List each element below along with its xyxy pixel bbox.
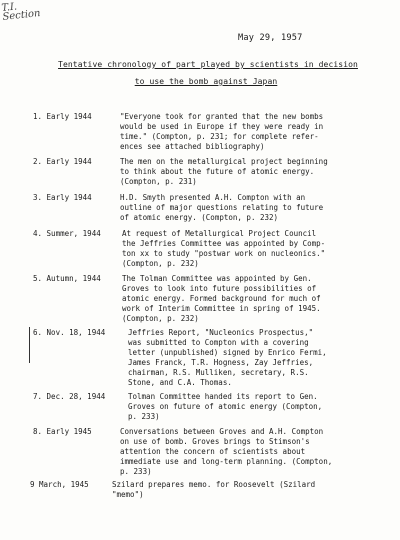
document-title-line-1: Tentative chronology of part played by scientists in decision xyxy=(58,60,358,69)
entry-text: "Everyone took for granted that the new bombs would be used in Europe if they were ready in time." (Compton, p. 231; for complete refer- ences see attached bibliography) xyxy=(120,112,324,151)
document-date: May 29, 1957 xyxy=(238,33,303,43)
entry-text: H.D. Smyth presented A.H. Compton with an outline of major questions relating to future of atomic energy. (Compton, p. 232) xyxy=(120,193,324,222)
entry-date: 3. Early 1944 xyxy=(33,193,92,202)
entry-date: 5. Autumn, 1944 xyxy=(33,274,101,283)
entry-date: 2. Early 1944 xyxy=(33,157,92,166)
entry-date: 7. Dec. 28, 1944 xyxy=(33,392,106,401)
entry-text: At request of Metallurgical Project Council the Jeffries Committee was appointed by Comp- ton xx to study "postwar work on nucleonics." (Compton, p. 232) xyxy=(122,229,326,268)
entry-text: Conversations between Groves and A.H. Compton on use of bomb. Groves brings to Stimson's attention the concern of scientists about immediate use and long-term planning. (Compton, p. 233) xyxy=(120,427,333,476)
entry-date: 8. Early 1945 xyxy=(33,427,92,436)
entry-text: Szilard prepares memo. for Roosevelt (Szilard "memo") xyxy=(112,480,316,499)
entry-text: The men on the metallurgical project beginning to think about the future of atomic energy. (Compton, p. 231) xyxy=(120,157,328,186)
entry-text: The Tolman Committee was appointed by Gen. Groves to look into future possibilities of atomic energy. Formed background for much of work of Interim Committee in spring of 1945. (Compton, p. 232) xyxy=(122,274,321,323)
entry-date: 1. Early 1944 xyxy=(33,112,92,121)
margin-bracket-mark xyxy=(29,327,30,363)
entry-text: Jeffries Report, "Nucleonics Prospectus," was submitted to Compton with a covering letter (unpublished) signed by Enrico Fermi, James Franck, T.R. Hogness, Zay Jeffries, chairman, R.S. Mulliken, secretary, R.S. Stone, and C.A. Thomas. xyxy=(128,328,327,387)
entry-date: 6. Nov. 18, 1944 xyxy=(33,328,106,337)
entry-date: 9 March, 1945 xyxy=(30,480,89,489)
document-title-line-2: to use the bomb against Japan xyxy=(134,77,278,86)
handwritten-corner-note: T.I. Section xyxy=(1,1,41,23)
entry-date: 4. Summer, 1944 xyxy=(33,229,101,238)
entry-text: Tolman Committee handed its report to Gen. Groves on future of atomic energy (Compton, p. 233) xyxy=(128,392,323,421)
